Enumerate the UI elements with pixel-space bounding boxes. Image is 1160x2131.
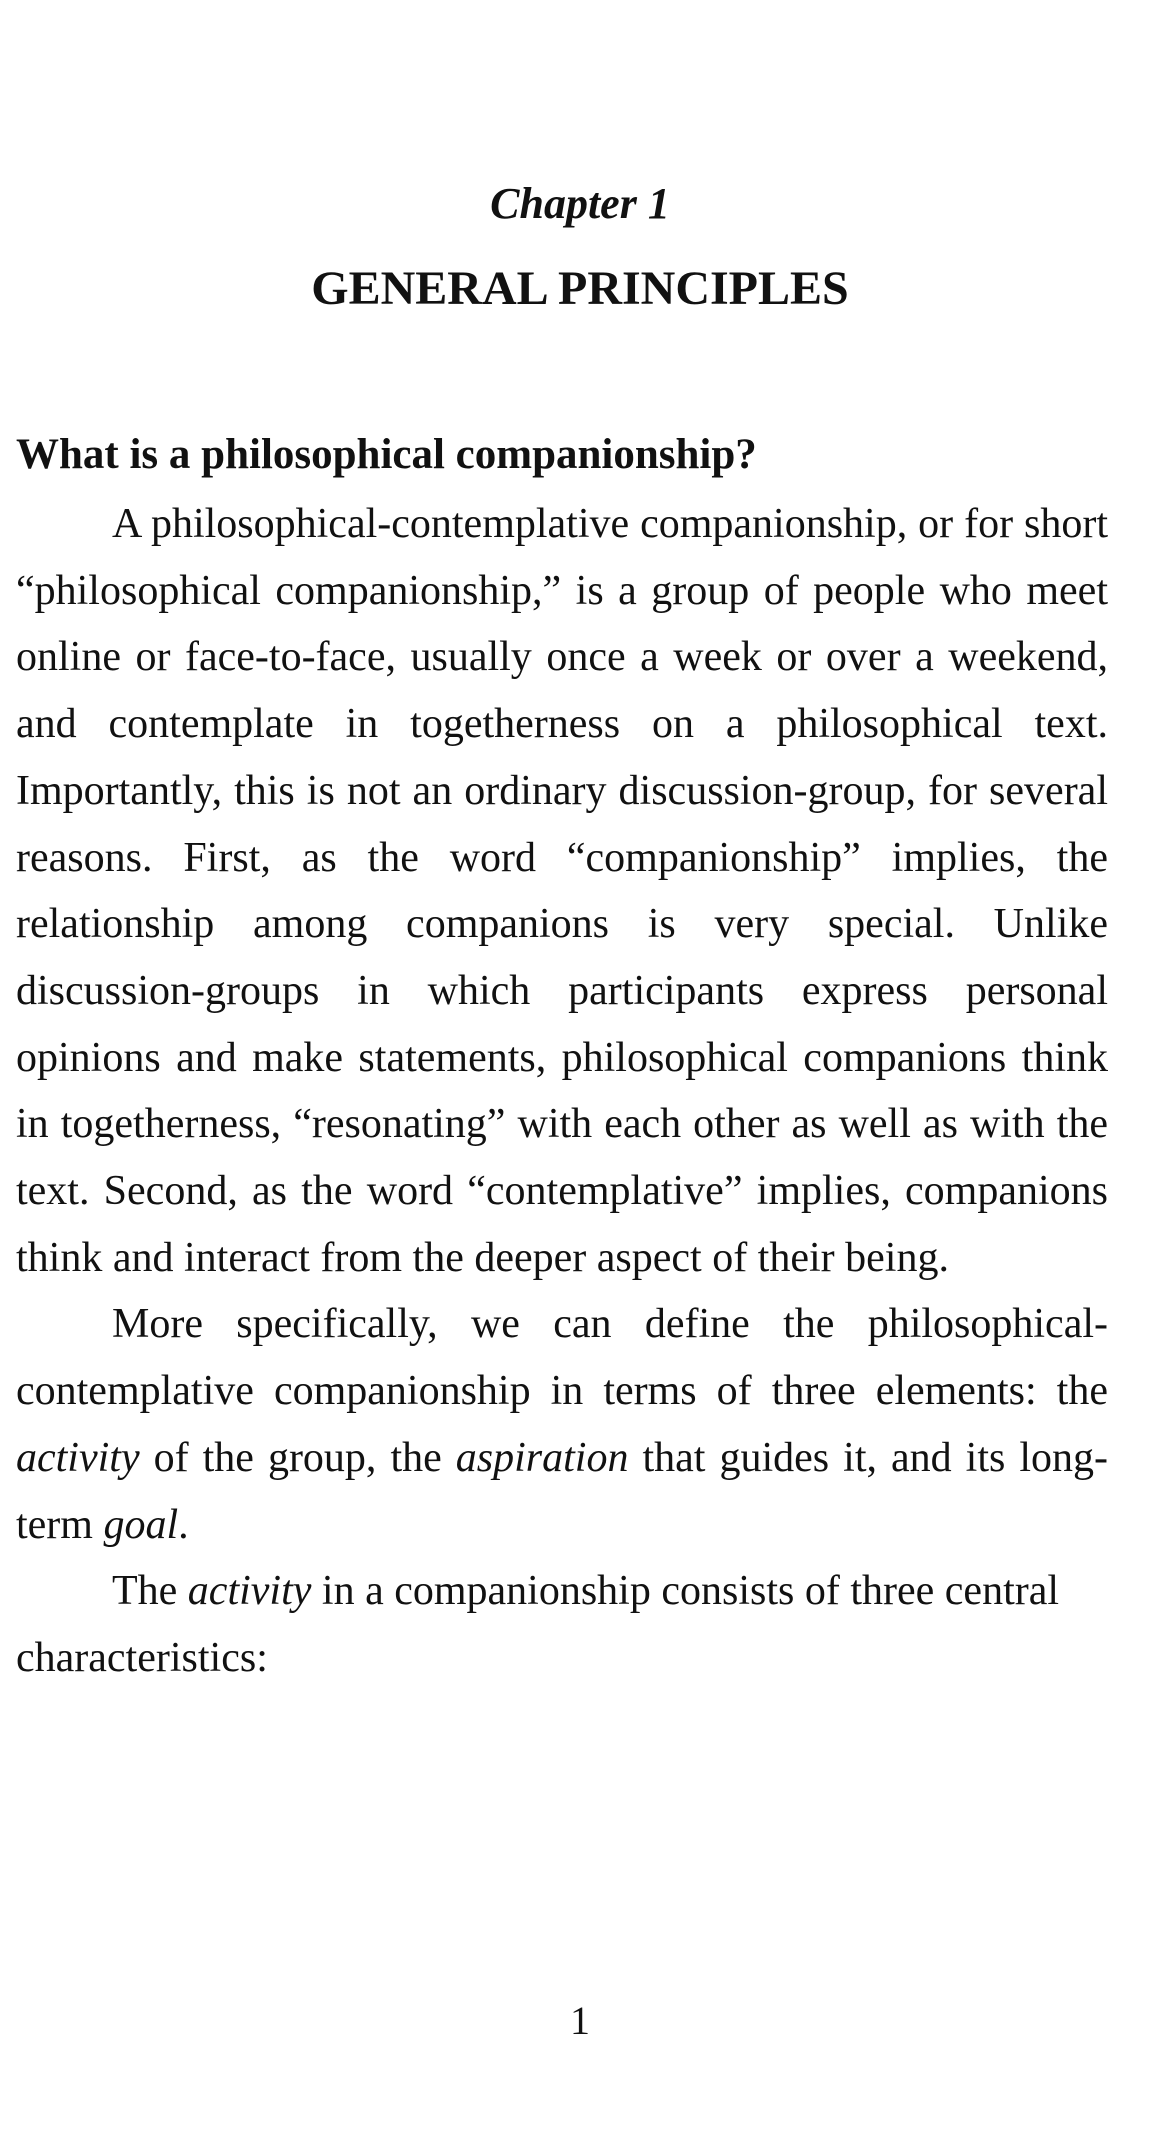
chapter-title: GENERAL PRINCIPLES — [311, 262, 849, 315]
paragraph-3-text-1: The — [112, 1568, 188, 1615]
paragraph-2-text-3: that guides it, and its long-term — [16, 1434, 1109, 1548]
section-heading: What is a philosophical companionship? — [16, 431, 757, 478]
body-text — [16, 491, 1108, 1692]
emphasis-aspiration: aspiration — [455, 1434, 629, 1481]
paragraph-2-text-1: More specifically, we can define the philosophical-contemplative companionship in terms of three elements: the — [16, 1301, 1108, 1415]
book-page — [16, 0, 1108, 2131]
paragraph-1: A philosophical-contemplative companionship, or for short “philosophical companionship,” is a group of people who meet online or face-to-face, usually once a week or over a weekend, and contemplate in togetherness on a philosophical text. Importantly, this is not an ordinary discussion-group, for several reasons. First, as the word “companionship” implies, the relationship among companions is very special. Unlike discussion-groups in which participants express personal opinions and make statements, philosophical companions think in togetherness, “resonating” with each other as well as with the text. Second, as the word “contemplative” implies, companions think and interact from the deeper aspect of their being. — [16, 501, 1108, 1281]
paragraph-3 — [16, 1558, 1108, 1691]
emphasis-activity-2: activity — [187, 1568, 312, 1615]
paragraph-2-text-2: of the group, the — [139, 1434, 456, 1481]
paragraph-3-text-2: in a companionship consists of three central characteristics: — [16, 1568, 1060, 1681]
emphasis-activity: activity — [16, 1434, 140, 1481]
paragraph-2 — [16, 1291, 1108, 1558]
chapter-label: Chapter 1 — [490, 179, 670, 228]
page-number: 1 — [570, 1998, 590, 2043]
emphasis-goal: goal — [103, 1501, 179, 1548]
paragraph-2-text-4: . — [178, 1501, 189, 1548]
